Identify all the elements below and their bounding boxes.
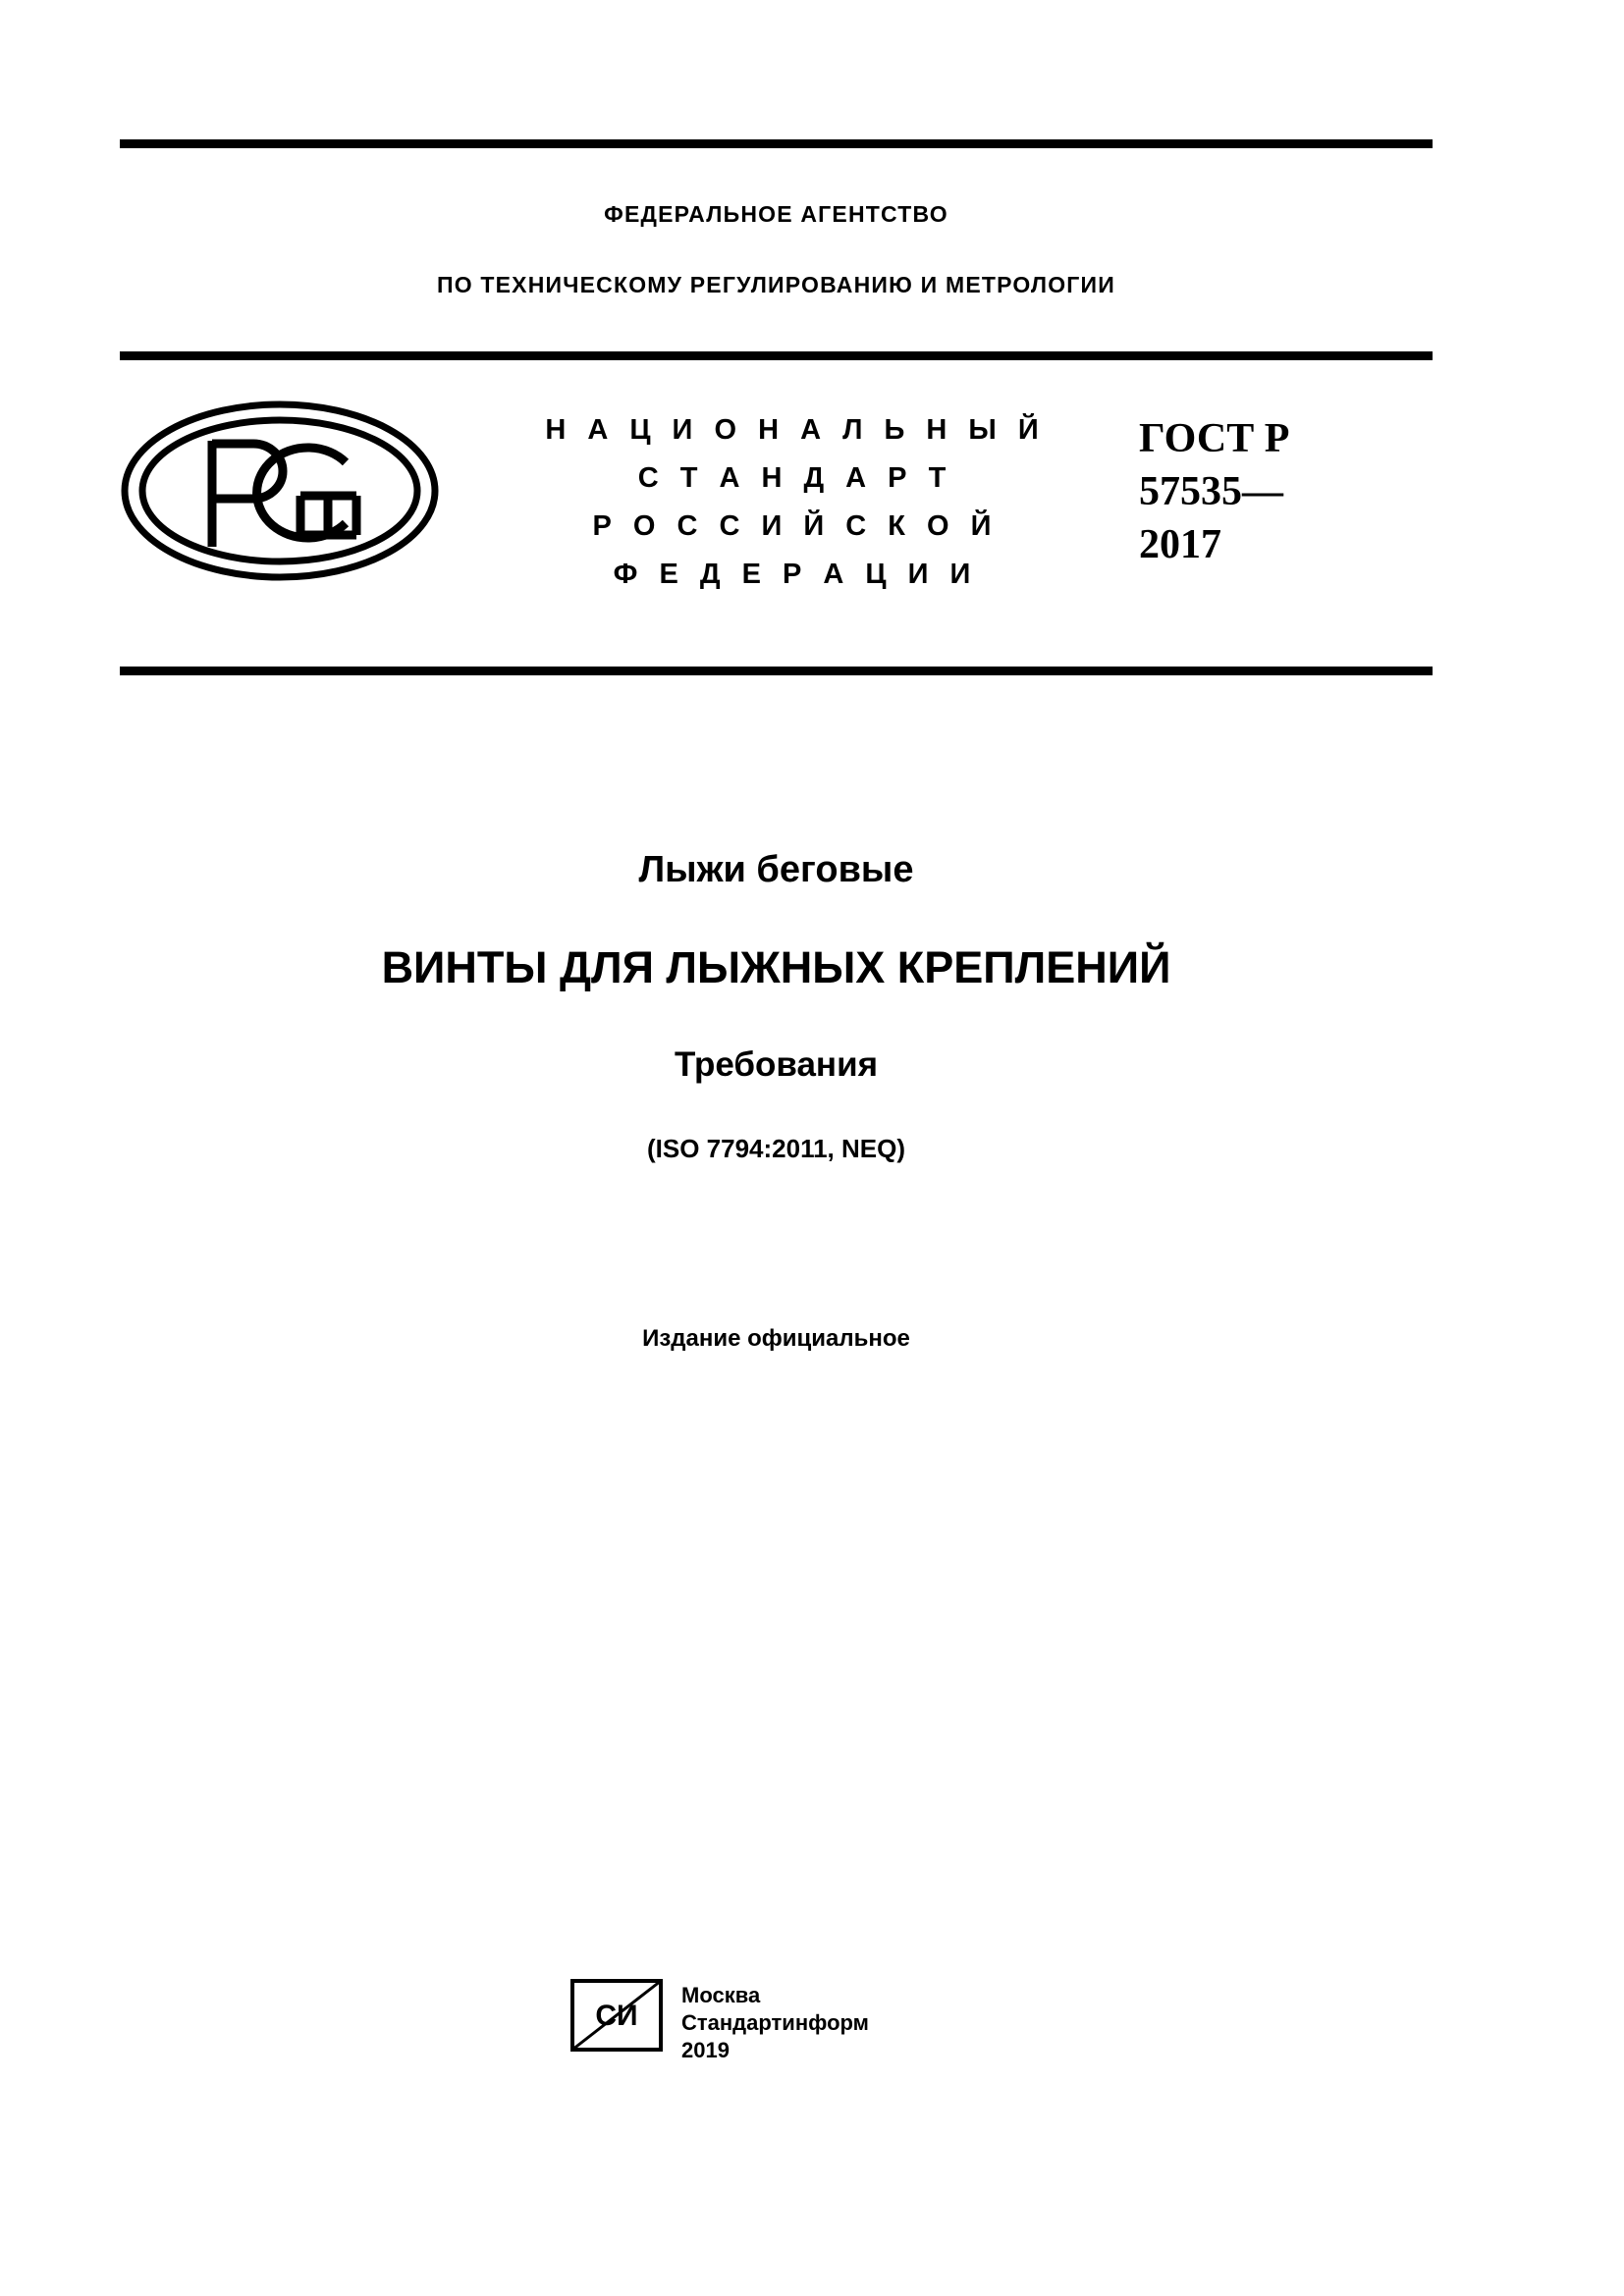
national-standard-words [461, 406, 1129, 599]
agency-line-2: ПО ТЕХНИЧЕСКОМУ РЕГУЛИРОВАНИЮ И МЕТРОЛОГИИ [436, 272, 1115, 297]
standartinform-logo-icon [569, 1978, 664, 2053]
document-subtitle-requirements: Требования [674, 1045, 879, 1084]
official-edition-notice: Издание официальное [642, 1325, 910, 1352]
document-subtitle-group: Лыжи беговые [638, 849, 914, 890]
page-title: ВИНТЫ ДЛЯ ЛЫЖНЫХ КРЕПЛЕНИЙ [381, 942, 1171, 992]
standard-word-line-1: Н А Ц И О Н А Л Ь Н Ы Й [545, 414, 1046, 446]
designation-line-1: ГОСТ Р [1139, 416, 1290, 461]
designation-line-3: 2017 [1139, 522, 1221, 567]
standard-word-line-3: Р О С С И Й С К О Й [592, 510, 999, 542]
header-rule-bottom [120, 667, 1433, 675]
publisher-name: Стандартинформ [681, 2010, 869, 2035]
publisher-year: 2019 [681, 2038, 730, 2062]
designation-line-2: 57535— [1139, 469, 1283, 514]
header-rule-middle [120, 351, 1433, 360]
header-rule-top [120, 139, 1433, 148]
rst-emblem [118, 398, 442, 584]
standard-designation [1139, 412, 1434, 571]
standard-word-line-2: С Т А Н Д А Р Т [637, 462, 953, 494]
publisher-city: Москва [681, 1983, 761, 2007]
svg-text:СИ: СИ [595, 2000, 638, 2032]
standard-word-line-4: Ф Е Д Е Р А Ц И И [613, 559, 978, 590]
publisher-block [569, 1978, 1060, 2064]
publisher-text [681, 1978, 869, 2064]
iso-reference: (ISO 7794:2011, NEQ) [646, 1134, 906, 1163]
agency-line-1: ФЕДЕРАЛЬНОЕ АГЕНТСТВО [604, 201, 948, 227]
